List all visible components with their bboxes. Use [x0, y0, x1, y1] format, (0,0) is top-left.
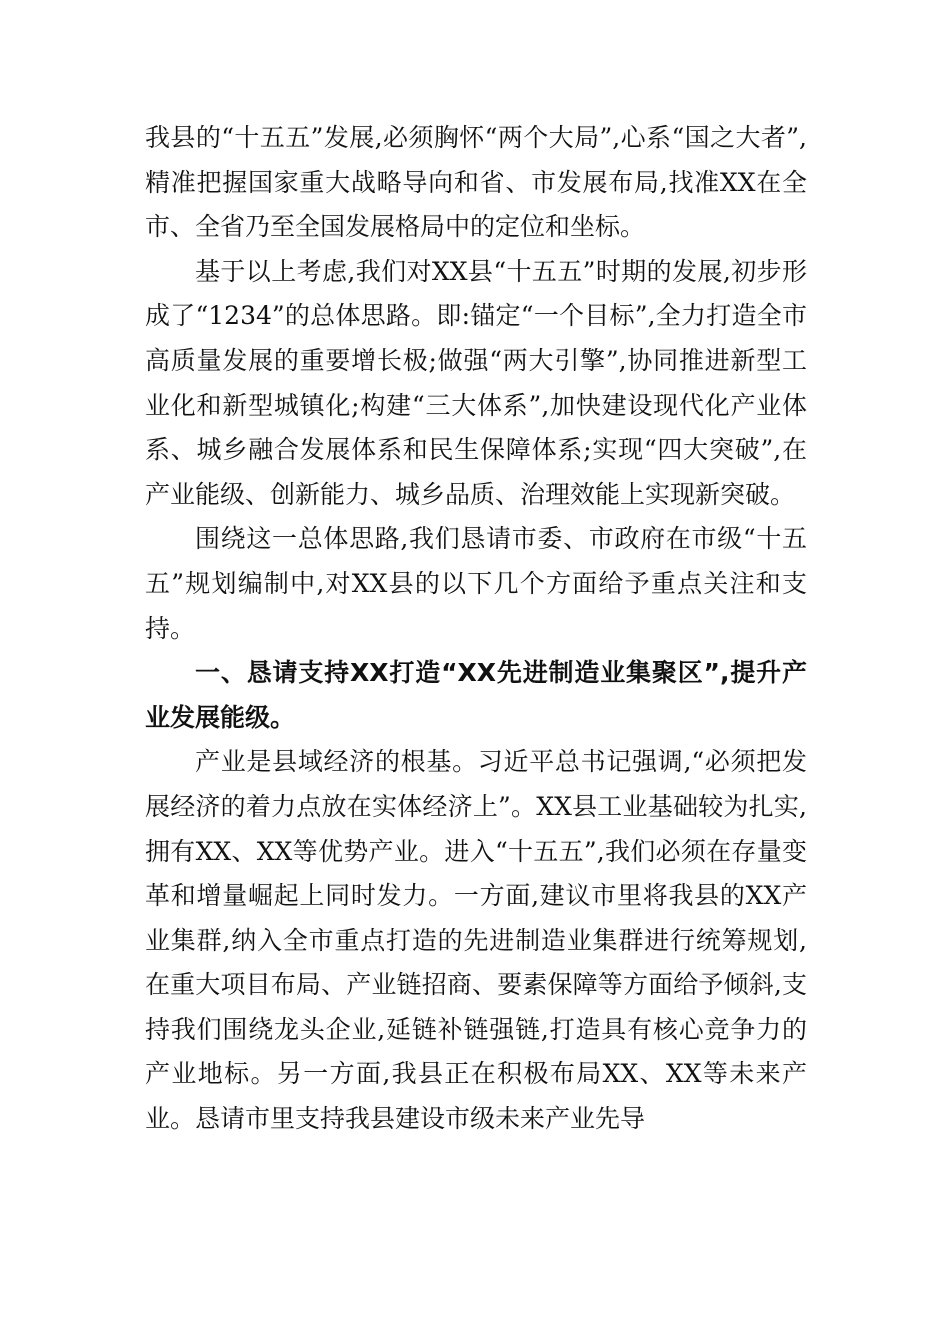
paragraph-overall-approach: 基于以上考虑,我们对XX县“十五五”时期的发展,初步形成了“1234”的总体思路。即:锚定“一个目标”,全力打造全市高质量发展的重要增长极;做强“两大引擎”,协同推进新型工业化和新型城镇化;构建“三大体系”,加快建设现代化产业体系、城乡融合发展体系和民生保障体系;实现“四大突破”,在产业能级、创新能力、城乡品质、治理效能上实现新突破。	[145, 256, 807, 509]
paragraph-request-intro: 围绕这一总体思路,我们恳请市委、市政府在市级“十五五”规划编制中,对XX县的以下几个方面给予重点关注和支持。	[145, 524, 807, 643]
document-body	[145, 116, 807, 1142]
paragraph-industry: 产业是县域经济的根基。习近平总书记强调,“必须把发展经济的着力点放在实体经济上”。XX县工业基础较为扎实,拥有XX、XX等优势产业。进入“十五五”,我们必须在存量变革和增量崛起上同时发力。一方面,建议市里将我县的XX产业集群,纳入全市重点打造的先进制造业集群进行统筹规划,在重大项目布局、产业链招商、要素保障等方面给予倾斜,支持我们围绕龙头企业,延链补链强链,打造具有核心竞争力的产业地标。另一方面,我县正在积极布局XX、XX等未来产业。恳请市里支持我县建设市级未来产业先导	[145, 747, 807, 1134]
paragraph-continuation: 我县的“十五五”发展,必须胸怀“两个大局”,心系“国之大者”,精准把握国家重大战略导向和省、市发展布局,找准XX在全市、全省乃至全国发展格局中的定位和坐标。	[145, 123, 807, 242]
section-heading-1: 一、恳请支持XX打造“XX先进制造业集聚区”,提升产业发展能级。	[145, 658, 807, 732]
